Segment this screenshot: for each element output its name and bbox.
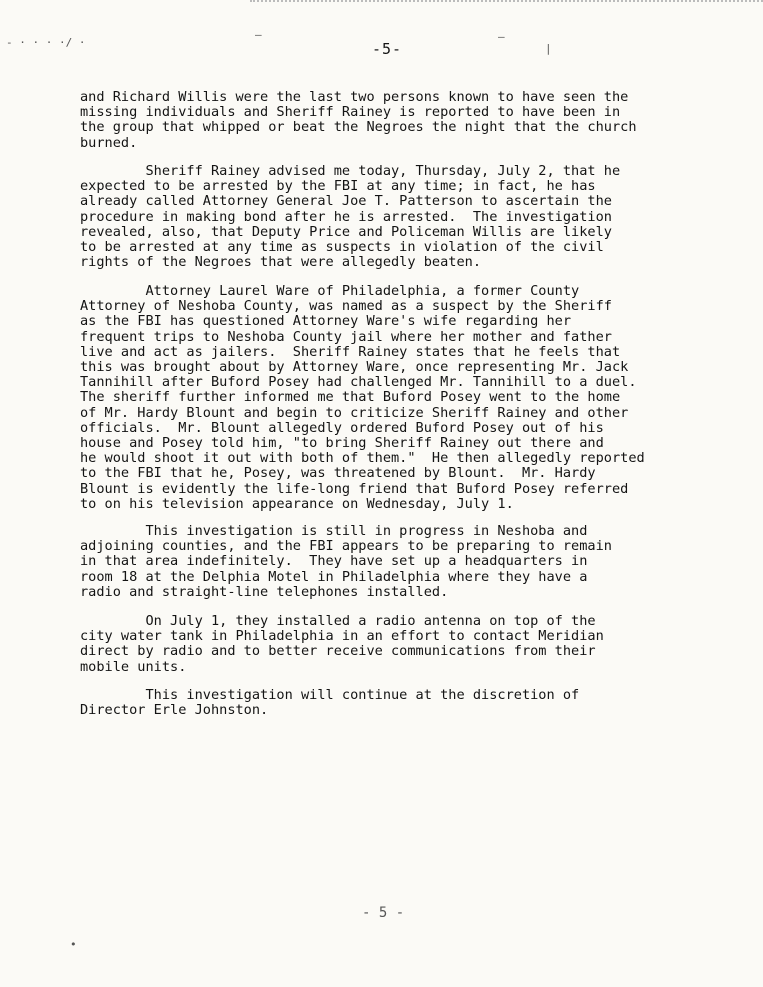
scan-artifact-mark: - · · · ·/ · — [6, 36, 86, 49]
scan-artifact-mark: — — [255, 28, 262, 41]
paragraph: Sheriff Rainey advised me today, Thursday, July 2, that he expected to be arrested by the FBI at any time; in fact, he has already called Attorney General Joe T. Patterson to ascertain the procedure in making bond after he is arrested. The investigation revealed, also, that Deputy Price and Policeman Willis are likely to be arrested at any time as suspects in violation of the civil rights of the Negroes that were allegedly beaten. — [80, 163, 621, 271]
paragraph: This investigation will continue at the discretion of Director Erle Johnston. — [80, 687, 580, 719]
scan-top-edge — [250, 0, 763, 4]
paragraph: and Richard Willis were the last two persons known to have seen the missing individuals and Sheriff Rainey is reported to have been in the group that whipped or beat the Negroes the night that the church burned. — [80, 89, 637, 151]
paragraph: Attorney Laurel Ware of Philadelphia, a former County Attorney of Neshoba County, was named as a suspect by the Sheriff as the FBI has questioned Attorney Ware's wife regarding her frequent trips to Neshoba County jail where her mother and father live and act as jailers. Sheriff Rainey states that he feels that this was brought about by Attorney Ware, once representing Mr. Jack Tannihill after Buford Posey had challenged Mr. Tannihill to a duel. The sheriff further informed me that Buford Posey went to the home of Mr. Hardy Blount and begin to criticize Sheriff Rainey and other officials. Mr. Blount allegedly ordered Buford Posey out of his house and Posey told him, "to bring Sheriff Rainey out there and he would shoot it out with both of them." He then allegedly reported to the FBI that he, Posey, was threatened by Blount. Mr. Hardy Blount is evidently the life-long friend that Buford Posey referred to on his television appearance on Wednesday, July 1. — [80, 283, 645, 512]
handwritten-page-mark: - 5 - — [362, 905, 405, 921]
paragraph: This investigation is still in progress in Neshoba and adjoining counties, and the FBI appears to be preparing to remain in that area indefinitely. They have set up a headquarters in room 18 at the Delphia Motel in Philadelphia where they have a radio and straight-line telephones installed. — [80, 523, 612, 600]
page-number: -5- — [372, 40, 403, 58]
scan-artifact-mark: | — [545, 42, 552, 55]
scan-artifact-mark: — — [498, 30, 505, 43]
scan-artifact-dot: • — [70, 938, 77, 951]
paragraph: On July 1, they installed a radio antenna on top of the city water tank in Philadelphia in an effort to contact Meridian direct by radio and to better receive communications from their mobile units. — [80, 613, 604, 675]
